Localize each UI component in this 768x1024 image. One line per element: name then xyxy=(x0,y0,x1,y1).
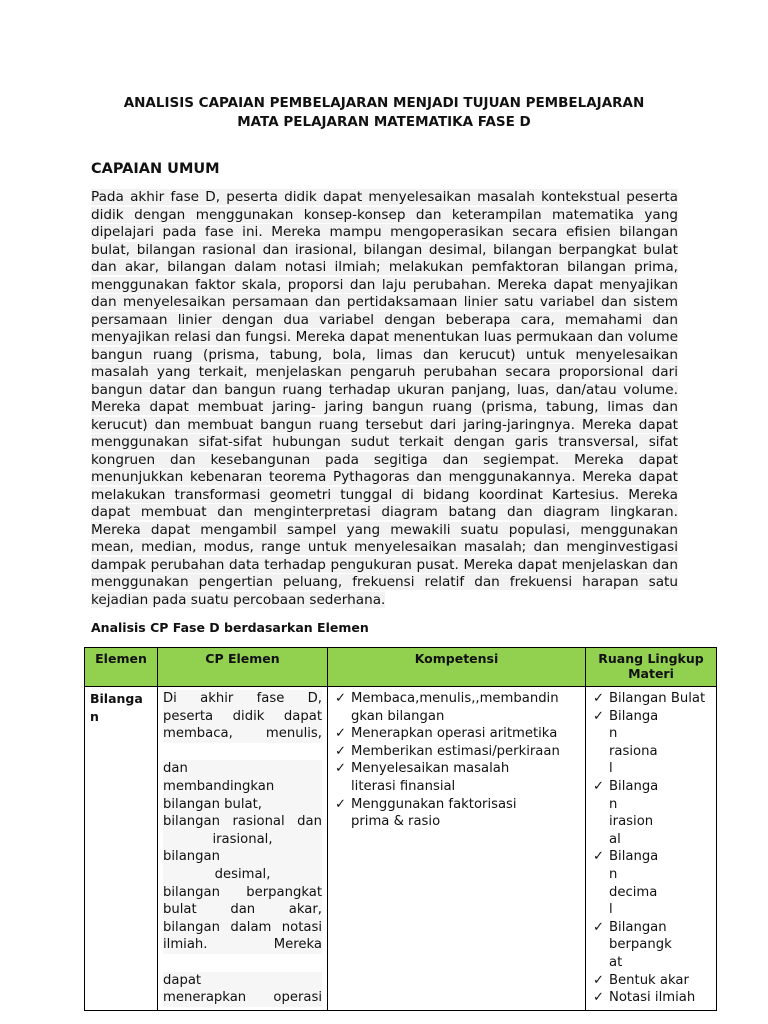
list-item xyxy=(333,725,580,743)
cp-line: membaca, menulis, xyxy=(163,726,322,742)
list-item xyxy=(591,848,711,918)
cp-line: desimal, xyxy=(163,866,322,884)
cp-analysis-table xyxy=(84,647,717,1011)
kompetensi-text: prima & rasio xyxy=(351,814,441,830)
cell-cp-elemen xyxy=(158,687,328,1011)
document-title-line-2: MATA PELAJARAN MATEMATIKA FASE D xyxy=(237,114,531,130)
list-item xyxy=(591,690,711,708)
list-item xyxy=(591,778,711,848)
paragraph-text: Pada akhir fase D, peserta didik dapat menyelesaikan masalah kontekstual peserta didik dengan menggunakan konsep-konsep dan keterampilan matematika yang dipelajari pada fase ini. Mereka mampu mengoperasikan secara efisien bilangan bulat, bilangan rasional dan irasional, bilangan desimal, bilangan berpangkat bulat dan akar, bilangan dalam notasi ilmiah; melakukan pemfaktoran bilangan prima, menggunakan faktor skala, proporsi dan laju perubahan. Mereka dapat menyajikan dan menyelesaikan persamaan dan pertidaksamaan linier satu variabel dan sistem persamaan linier dengan dua variabel dengan beberapa cara, memahami dan menyajikan relasi dan fungsi. Mereka dapat menentukan luas permukaan dan volume bangun ruang (prisma, tabung, bola, limas dan kerucut) untuk menyelesaikan masalah yang terkait, menjelaskan pengaruh perubahan secara proporsional dari bangun datar dan bangun ruang terhadap ukuran panjang, luas, dan/atau volume. Mereka dapat membuat jaring- jaring bangun ruang (prisma, tabung, limas dan kerucut) dan membuat bangun ruang tersebut dari jaring-jaringnya. Mereka dapat menggunakan sifat-sifat hubungan sudut terkait dengan garis transversal, sifat kongruen dan kesebangunan pada segitiga dan segiempat. Mereka dapat menunjukkan kebenaran teorema Pythagoras dan menggunakannya. Mereka dapat melakukan transformasi geometri tunggal di bidang koordinat Kartesius. Mereka dapat membuat dan menginterpretasi diagram batang dan diagram lingkaran. Mereka dapat mengambil sampel yang mewakili suatu populasi, menggunakan mean, median, modus, range untuk menyelesaikan masalah; dan menginvestigasi dampak perubahan data terhadap pengukuran pusat. Mereka dapat menjelaskan dan menggunakan pengertian peluang, frekuensi relatif dan frekuensi harapan satu kejadian pada suatu percobaan sederhana. xyxy=(91,189,678,608)
cp-line: dan xyxy=(163,760,322,778)
materi-text: al xyxy=(609,831,621,847)
capaian-umum-paragraph xyxy=(91,189,678,609)
document-title-line-1: ANALISIS CAPAIAN PEMBELAJARAN MENJADI TUJUAN PEMBELAJARAN xyxy=(123,95,645,111)
header-kompetensi: Kompetensi xyxy=(328,648,586,687)
materi-list xyxy=(591,690,711,1007)
list-item xyxy=(333,760,580,795)
list-item xyxy=(591,708,711,778)
cp-line: Di akhir fase D, xyxy=(163,691,322,706)
cp-line: membandingkan xyxy=(163,778,322,796)
kompetensi-text: Menyelesaikan masalah xyxy=(351,761,510,777)
check-icon: ✓ xyxy=(593,849,605,865)
cp-line: peserta didik dapat xyxy=(163,708,322,724)
check-icon: ✓ xyxy=(593,919,605,935)
materi-text: Bilangan xyxy=(609,919,667,935)
kompetensi-text: Memberikan estimasi/perkiraan xyxy=(351,743,560,759)
check-icon: ✓ xyxy=(335,761,347,777)
materi-text: Bilanga xyxy=(609,778,659,794)
cp-line: ilmiah. Mereka xyxy=(163,937,322,953)
cell-elemen xyxy=(85,687,158,1011)
cp-line: bilangan bulat, xyxy=(163,796,322,814)
kompetensi-text: gkan bilangan xyxy=(351,708,445,724)
cp-line: bulat dan akar, xyxy=(163,902,322,918)
cell-ruang-lingkup-materi xyxy=(586,687,717,1011)
check-icon: ✓ xyxy=(593,972,605,988)
kompetensi-text: Membaca,menulis,,membandin xyxy=(351,691,559,706)
cp-line: dapat xyxy=(163,972,322,990)
list-item xyxy=(591,919,711,972)
cp-line: menerapkan operasi xyxy=(163,990,322,1006)
materi-text: Bentuk akar xyxy=(609,972,689,988)
check-icon: ✓ xyxy=(593,990,605,1006)
cp-line-blank xyxy=(163,954,322,972)
list-item xyxy=(591,972,711,990)
list-item xyxy=(333,743,580,761)
check-icon: ✓ xyxy=(335,796,347,812)
list-item xyxy=(333,690,580,725)
cp-line-blank xyxy=(163,743,322,761)
section-heading: CAPAIAN UMUM xyxy=(91,161,220,177)
materi-text: irasion xyxy=(609,814,654,830)
check-icon: ✓ xyxy=(335,743,347,759)
list-item xyxy=(333,796,580,831)
check-icon: ✓ xyxy=(335,691,347,706)
materi-text: n xyxy=(609,726,618,742)
materi-text: Bilanga xyxy=(609,708,659,724)
cp-line: bilangan dalam notasi xyxy=(163,919,322,935)
table-caption: Analisis CP Fase D berdasarkan Elemen xyxy=(91,620,369,635)
header-elemen: Elemen xyxy=(85,648,158,687)
check-icon: ✓ xyxy=(335,726,347,742)
materi-text: Bilanga xyxy=(609,849,659,865)
materi-text: n xyxy=(609,796,618,812)
materi-text: berpangk xyxy=(609,937,672,953)
materi-text: l xyxy=(609,902,613,918)
kompetensi-text: Menerapkan operasi aritmetika xyxy=(351,726,558,742)
check-icon: ✓ xyxy=(593,691,605,706)
materi-text: decima xyxy=(609,884,658,900)
materi-text: Notasi ilmiah xyxy=(609,990,696,1006)
materi-text: Bilangan Bulat xyxy=(609,691,706,706)
materi-text: n xyxy=(609,866,618,882)
list-item xyxy=(591,989,711,1007)
header-cp-elemen: CP Elemen xyxy=(158,648,328,687)
materi-text: at xyxy=(609,954,623,970)
kompetensi-text: Menggunakan faktorisasi xyxy=(351,796,517,812)
cp-line: irasional, xyxy=(163,831,322,849)
table-row xyxy=(85,687,717,1011)
elemen-line: Bilanga xyxy=(90,691,143,706)
kompetensi-list xyxy=(333,690,580,831)
materi-text: rasiona xyxy=(609,743,658,759)
materi-text: l xyxy=(609,761,613,777)
header-ruang-lingkup-materi: Ruang Lingkup Materi xyxy=(586,648,717,687)
table-header-row xyxy=(85,648,717,687)
check-icon: ✓ xyxy=(593,778,605,794)
cp-line: bilangan berpangkat xyxy=(163,884,322,900)
elemen-line: n xyxy=(90,708,99,724)
cp-line: bilangan xyxy=(163,848,322,866)
cp-line: bilangan rasional dan xyxy=(163,814,322,830)
kompetensi-text: literasi finansial xyxy=(351,778,456,794)
check-icon: ✓ xyxy=(593,708,605,724)
cell-kompetensi xyxy=(328,687,586,1011)
